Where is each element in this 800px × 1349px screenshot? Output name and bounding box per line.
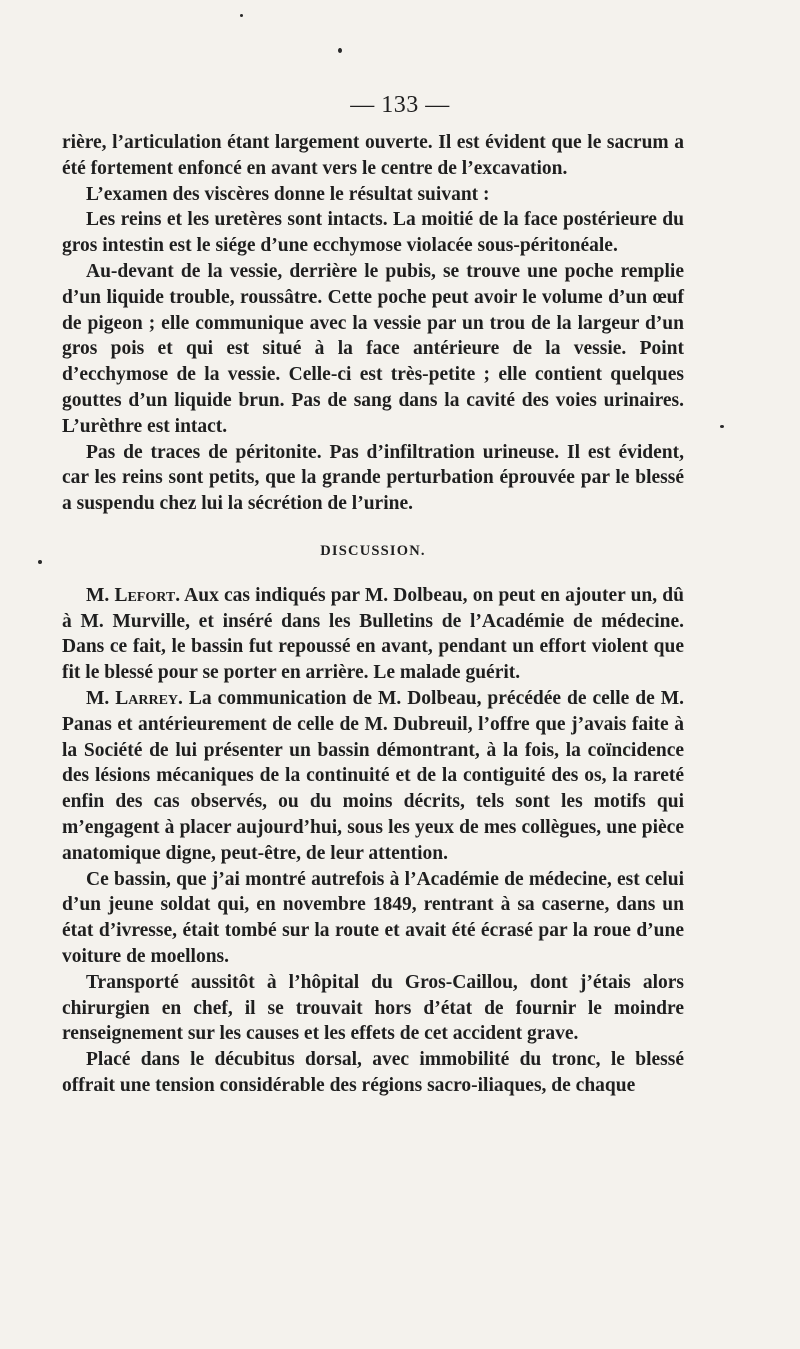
paragraph: Pas de traces de péritonite. Pas d’infiltration urineuse. Il est évident, car les reins sont petits, que la grande perturbation éprouvée par le blessé a suspendu chez lui la sécrétion de l’urine. — [62, 441, 684, 515]
paragraph: Placé dans le décubitus dorsal, avec immobilité du tronc, le blessé offrait une tension considérable des régions sacro-iliaques, de chaque — [62, 1049, 684, 1096]
paragraph-text: Aux cas indiqués par M. Dolbeau, on peut en ajouter un, dû à M. Murville, et inséré dans les Bulletins de l’Académie de médecine. Dans ce fait, le bassin fut repoussé en avant, pendant un effort violent que fit le blessé pour se porter en arrière. Le malade guérit. — [62, 584, 684, 684]
paragraph: rière, l’articulation étant largement ouverte. Il est évident que le sacrum a été fortement enfoncé en avant vers le centre de l’excavation. — [62, 132, 684, 179]
paragraph: Au-devant de la vessie, derrière le pubis, se trouve une poche remplie d’un liquide trouble, roussâtre. Cette poche peut avoir le volume d’un œuf de pigeon ; elle communique avec la vessie par un trou de la largeur d’un gros pois et qui est situé à la face antérieure de la vessie. Point d’ecchymose de la vessie. Celle-ci est très-petite ; elle contient quelques gouttes d’un liquide brun. Pas de sang dans la cavité des voies urinaires. L’urèthre est intact. — [62, 260, 684, 437]
ink-speck — [240, 14, 243, 17]
paragraph: Transporté aussitôt à l’hôpital du Gros-Caillou, dont j’étais alors chirurgien en chef, il se trouvait hors d’état de fournir le moindre renseignement sur les causes et les effets de cet accident grave. — [62, 971, 684, 1045]
page-body — [62, 130, 684, 1099]
paragraph-larrey — [62, 686, 684, 867]
paragraph-text: La communication de M. Dolbeau, précédée de celle de M. Panas et antérieurement de celle de M. Dubreuil, l’offre que j’avais faite à la Société de lui présenter un bassin démontrant, à la fois, la coïncidence des lésions mécaniques de la continuité et de la contiguité des os, la rareté enfin des cas observés, ou du moins décrits, tels sont les motifs qui m’engagent à placer aujourd’hui, sous les yeux de mes collègues, une pièce anatomique digne, peut-être, de leur attention. — [62, 687, 684, 864]
paragraph: Ce bassin, que j’ai montré autrefois à l’Académie de médecine, est celui d’un jeune soldat qui, en novembre 1849, rentrant à sa caserne, dans un état d’ivresse, était tombé sur la route et avait été écrasé par la roue d’une voiture de moellons. — [62, 868, 684, 967]
ink-speck — [338, 48, 342, 53]
paragraph-lefort — [62, 583, 684, 686]
paragraph: L’examen des viscères donne le résultat suivant : — [86, 183, 490, 205]
speaker-name: M. Larrey. — [86, 687, 183, 709]
page-number: — 133 — — [350, 92, 450, 118]
section-title: DISCUSSION. — [320, 542, 426, 559]
paragraph: Les reins et les uretères sont intacts. La moitié de la face postérieure du gros intestin est le siége d’une ecchymose violacée sous-péritonéale. — [62, 209, 684, 257]
ink-speck — [720, 425, 724, 428]
speaker-name: M. Lefort. — [86, 584, 181, 606]
ink-speck — [38, 560, 42, 564]
